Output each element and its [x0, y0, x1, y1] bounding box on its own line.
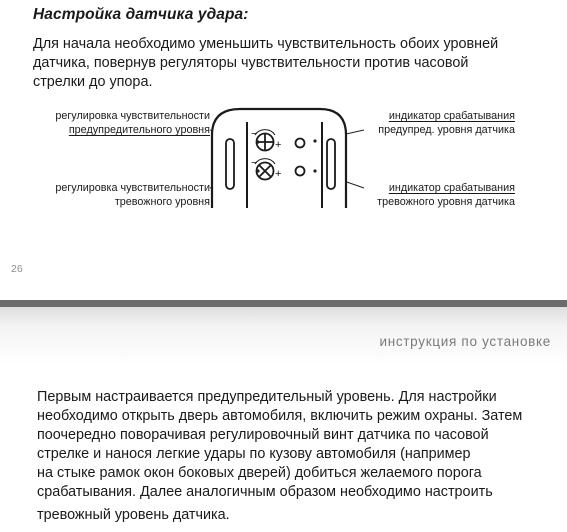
paragraph-line: необходимо открыть дверь автомобиля, включить режим охраны. Затем: [37, 408, 523, 424]
page-divider-band: [0, 300, 567, 307]
plus-symbol: +: [275, 139, 282, 151]
paragraph-line: поочередно поворачивая регулировочный винт датчика по часовой: [37, 427, 489, 443]
intro-line: датчика, повернув регуляторы чувствительности против часовой: [33, 55, 469, 71]
label-line: предупредительного уровня: [68, 124, 210, 136]
minus-symbol: −: [251, 157, 258, 169]
label-line: индикатор срабатывания: [388, 110, 515, 122]
intro-paragraph: [33, 35, 553, 92]
intro-line: стрелки до упора.: [33, 74, 153, 90]
label-line: тревожного уровня: [114, 196, 210, 208]
label-alarm-adjust: [40, 181, 210, 209]
label-line: тревожного уровня датчика: [377, 196, 515, 208]
label-line: регулировка чувствительности: [55, 110, 210, 122]
label-line: регулировка чувствительности: [55, 182, 210, 194]
paragraph-line: стрелке и нанося легкие удары по кузову автомобиля (например: [37, 446, 471, 462]
label-line: индикатор срабатывания: [388, 182, 515, 194]
body-paragraph: [37, 388, 557, 525]
section-title: инструкция по установке: [379, 334, 551, 349]
page-number: 26: [11, 263, 23, 275]
plus-symbol: +: [275, 168, 282, 180]
indicator-led-icon: [296, 139, 305, 148]
paragraph-line: тревожный уровень датчика.: [37, 507, 230, 523]
sensor-housing: [212, 109, 346, 208]
minus-symbol: −: [251, 128, 258, 140]
label-alarm-indicator: [355, 181, 515, 209]
label-line: предупред. уровня датчика: [378, 124, 515, 136]
paragraph-line: Первым настраивается предупредительный уровень. Для настройки: [37, 389, 497, 405]
intro-line: Для начала необходимо уменьшить чувствительность обоих уровней: [33, 36, 499, 52]
section-heading: Настройка датчика удара:: [33, 6, 249, 23]
label-warning-indicator: [355, 109, 515, 137]
paragraph-line: срабатывания. Далее аналогичным образом необходимо настроить: [37, 484, 493, 500]
paragraph-line: на стыке рамок окон боковых дверей) добиться желаемого порога: [37, 465, 482, 481]
indicator-led-icon: [296, 167, 305, 176]
label-warning-adjust: [40, 109, 210, 137]
